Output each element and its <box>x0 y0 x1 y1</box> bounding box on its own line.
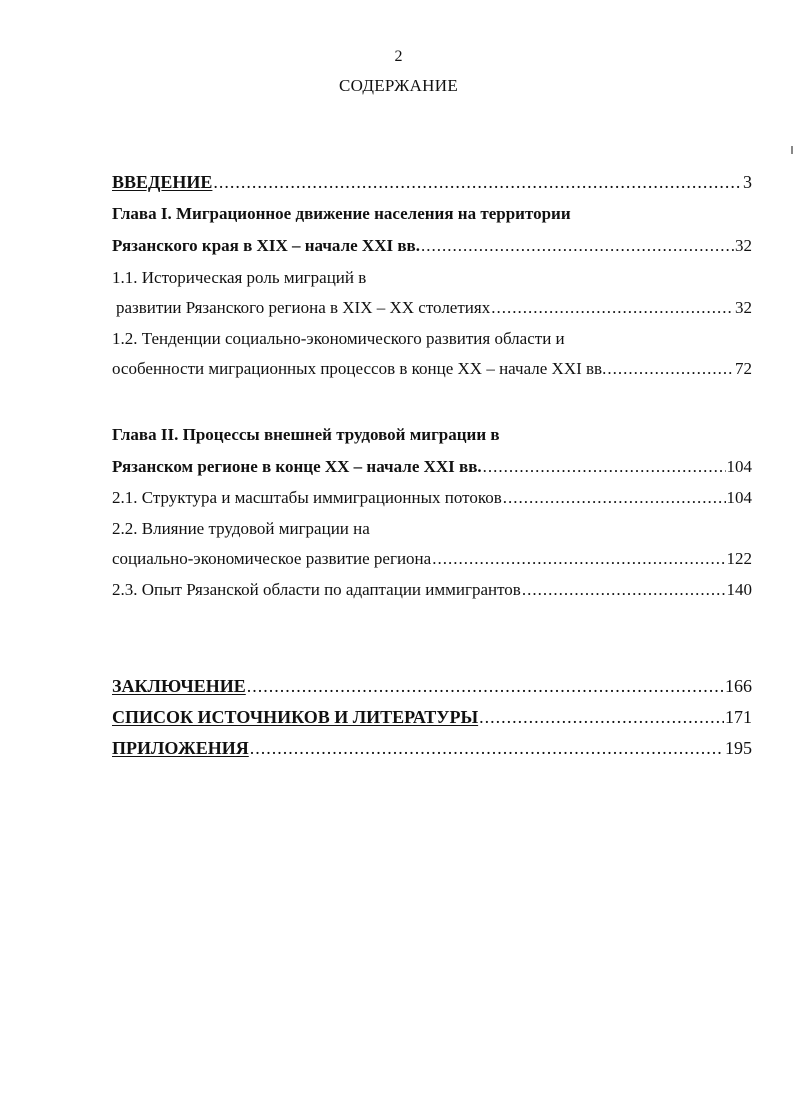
toc-entry-conclusion[interactable] <box>112 675 752 697</box>
toc-leader <box>483 456 726 478</box>
toc-entry-chapter1[interactable] <box>112 235 752 257</box>
toc-entry-section-2-3[interactable] <box>112 579 752 601</box>
toc-conclusion-page: 166 <box>725 676 752 696</box>
toc-chapter2-heading-line1[interactable]: Глава II. Процессы внешней трудовой миграции в <box>112 425 500 444</box>
toc-leader <box>522 579 726 601</box>
toc-section-1-1-line2: развитии Рязанского региона в XIX – XX столетиях <box>116 298 491 317</box>
toc-leader <box>421 235 734 257</box>
toc-chapter1-page: 32 <box>735 236 752 255</box>
toc-leader <box>479 706 724 728</box>
toc-leader <box>213 171 742 193</box>
toc-section-2-3-label: 2.3. Опыт Рязанской области по адаптации иммигрантов <box>112 580 521 599</box>
page-number: 2 <box>394 48 403 65</box>
toc-entry-intro[interactable] <box>112 171 752 193</box>
toc-appendix-label: ПРИЛОЖЕНИЯ <box>112 738 249 758</box>
toc-section-2-2-line1[interactable]: 2.2. Влияние трудовой миграции на <box>112 519 370 538</box>
toc-chapter1-heading-line2: Рязанского края в XIX – начале XXI вв. <box>112 236 420 255</box>
toc-entry-appendix[interactable] <box>112 737 752 759</box>
toc-leader <box>247 675 724 697</box>
toc-section-1-2-page: 72 <box>735 359 752 378</box>
toc-intro-label: ВВЕДЕНИЕ <box>112 172 213 192</box>
toc-entry-chapter2[interactable] <box>112 456 752 478</box>
toc-intro-page: 3 <box>743 172 752 192</box>
toc-chapter2-heading-line2: Рязанском регионе в конце XX – начале XXI вв. <box>112 457 482 476</box>
toc-appendix-page: 195 <box>725 738 752 758</box>
toc-section-2-2-line2: социально-экономическое развитие региона <box>112 549 432 568</box>
toc-leader <box>491 297 734 319</box>
toc-sources-label: СПИСОК ИСТОЧНИКОВ И ЛИТЕРАТУРЫ <box>112 707 479 727</box>
toc-entry-section-2-1[interactable] <box>112 487 752 509</box>
toc-section-1-1-page: 32 <box>735 298 752 317</box>
toc-section-2-3-page: 140 <box>726 580 752 599</box>
toc-section-1-2-line2: особенности миграционных процессов в конце XX – начале XXI вв. <box>112 359 607 378</box>
toc-entry-sources[interactable] <box>112 706 752 728</box>
toc-leader <box>607 358 734 380</box>
toc-entry-section-2-2[interactable] <box>112 548 752 570</box>
toc-leader <box>432 548 725 570</box>
toc-chapter2-page: 104 <box>726 457 752 476</box>
toc-section-2-2-page: 122 <box>726 549 752 568</box>
toc-leader <box>503 487 726 509</box>
toc-entry-section-1-2[interactable] <box>112 358 752 380</box>
toc-section-1-1-line1[interactable]: 1.1. Историческая роль миграций в <box>112 268 367 287</box>
toc-section-1-2-line1[interactable]: 1.2. Тенденции социально-экономического развития области и <box>112 329 565 348</box>
toc-sources-page: 171 <box>725 707 752 727</box>
page-title: СОДЕРЖАНИЕ <box>338 76 459 95</box>
toc-section-2-1-page: 104 <box>726 488 752 507</box>
toc-conclusion-label: ЗАКЛЮЧЕНИЕ <box>112 676 246 696</box>
toc-leader <box>250 737 724 759</box>
toc-entry-section-1-1[interactable] <box>112 297 752 319</box>
toc-chapter1-heading-line1[interactable]: Глава I. Миграционное движение населения на территории <box>112 204 571 223</box>
toc-section-2-1-label: 2.1. Структура и масштабы иммиграционных потоков <box>112 488 502 507</box>
scan-margin-mark <box>791 146 793 154</box>
